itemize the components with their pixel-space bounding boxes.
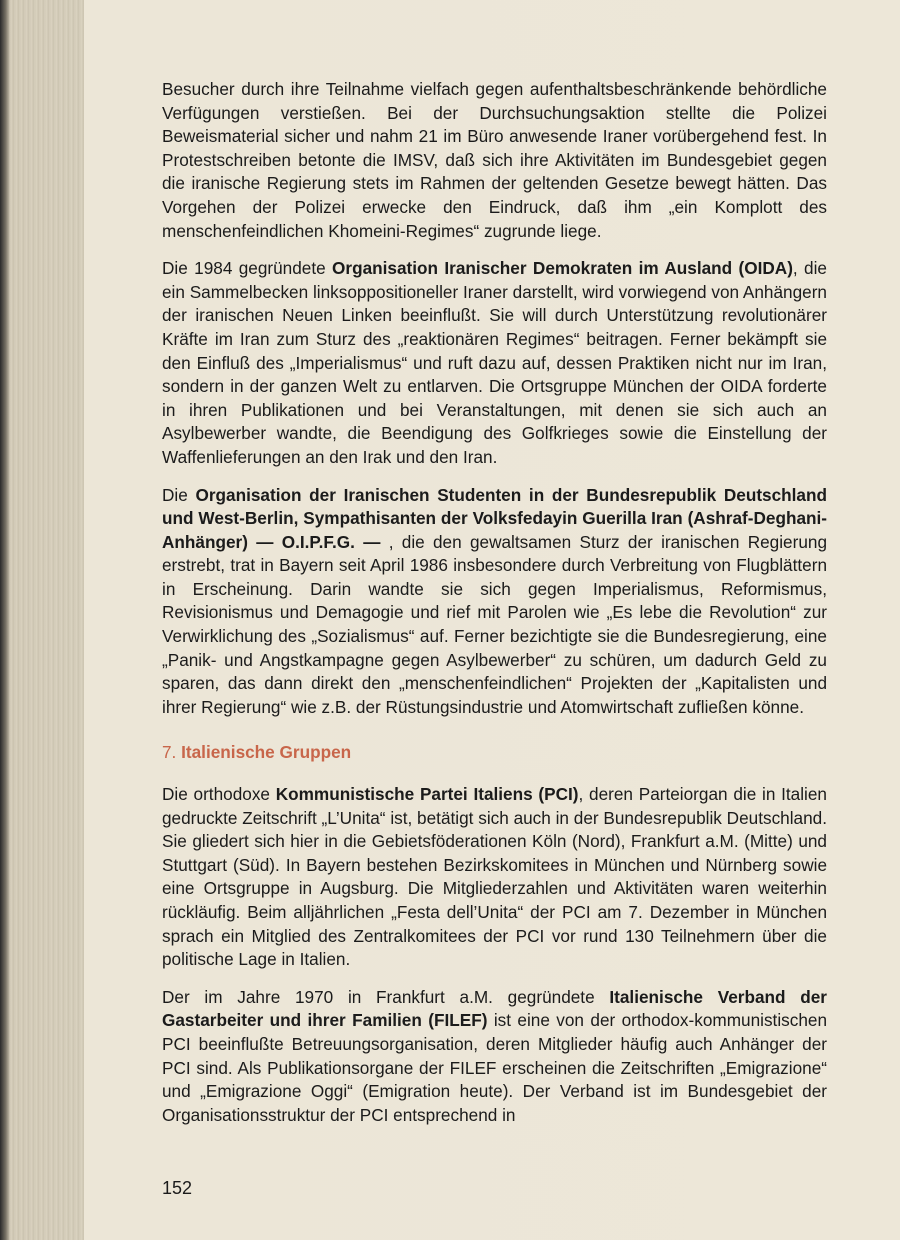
text-run: Die 1984 gegründete bbox=[162, 258, 333, 279]
text-run: ist eine von der orthodox-kommunistischen PCI beeinflußte Betreuungsorganisation, deren Mitglieder häufig auch Anhänger der PCI sind. Als Publikationsorgane der FILEF erscheinen die Zeitschriften „Emigrazione“ und „Emigrazione Oggi“ (Emigration heute). Der Verband ist im Bundesgebiet der Organisationsstruktur der PCI entsprechend in bbox=[162, 1010, 827, 1125]
paragraph-filef bbox=[162, 986, 827, 1128]
bold-term: Organisation Iranischer Demokraten im Ausland (OIDA) bbox=[332, 258, 793, 279]
paragraph-oipfg bbox=[162, 484, 827, 720]
text-run: Der im Jahre 1970 in Frankfurt a.M. gegründete bbox=[162, 986, 610, 1007]
body-text bbox=[162, 78, 827, 1141]
text-run: Die orthodoxe bbox=[162, 784, 276, 805]
text-run: , deren Parteiorgan die in Italien gedruckte Zeitschrift „L’Unita“ ist, betätigt sich auch in der Bundesrepublik Deutschland. Sie gliedert sich hier in die Gebietsföderationen Köln (Nord), Frankfurt a.M. (Mitte) und Stuttgart (Süd). In Bayern bestehen Bezirkskomitees in München und Nürnberg sowie eine Ortsgruppe in Augsburg. Die Mitgliederzahlen und Aktivitäten waren weiterhin rückläufig. Beim alljährlichen „Festa dell’Unita“ der PCI am 7. Dezember in München sprach ein Mitglied des Zentralkomitees der PCI vor rund 130 Teilnehmern über die politische Lage in Italien. bbox=[162, 784, 827, 970]
text-run: Die bbox=[162, 484, 196, 505]
text-run: Besucher durch ihre Teilnahme vielfach gegen aufenthaltsbeschränkende behördliche Verfügungen verstießen. Bei der Durchsuchungsaktion stellte die Polizei Beweismaterial sicher und nahm 21 im Büro anwesende Iraner vorübergehend fest. In Protestschreiben betonte die IMSV, daß sich ihre Aktivitäten im Bundesgebiet gegen die iranische Regierung stets im Rahmen der geltenden Gesetze bewegt hätten. Das Vorgehen der Polizei erwecke den Eindruck, daß ihm „ein Komplott des menschenfeindlichen Khomeini-Regimes“ zugrunde liege. bbox=[162, 79, 827, 241]
text-run: , die ein Sammelbecken linksoppositioneller Iraner darstellt, wird vorwiegend von Anhängern der iranischen Neuen Linken beeinflußt. Sie will durch Unterstützung revolutionärer Kräfte im Iran zum Sturz des „reaktionären Regimes“ beitragen. Ferner bekämpft sie den Einfluß des „Imperialismus“ und ruft dazu auf, dessen Praktiken nicht nur im Iran, sondern in der ganzen Welt zu entlarven. Die Ortsgruppe München der OIDA forderte in ihren Publikationen und bei Veranstaltungen, mit denen sie sich auch an Asylbewerber wandte, die Beendigung des Golfkrieges sowie die Einstellung der Waffenlieferungen an den Irak und den Iran. bbox=[162, 258, 827, 467]
paragraph-imsv bbox=[162, 78, 827, 243]
paragraph-oida bbox=[162, 257, 827, 469]
page-number: 152 bbox=[162, 1178, 193, 1198]
section-heading bbox=[162, 741, 827, 765]
text-run: , die den gewaltsamen Sturz der iranischen Regierung erstrebt, trat in Bayern seit April 1986 insbesondere durch Verbreitung von Flugblättern in Erscheinung. Darin wandte sie sich gegen Imperialismus, Reformismus, Revisionismus und Demagogie und rief mit Parolen wie „Es lebe die Revolution“ zur Verwirklichung des „Sozialismus“ auf. Ferner bezichtigte sie die Bundesregierung, eine „Panik- und Angstkampagne gegen Asylbewerber“ zu schüren, um dadurch Geld zu sparen, das dann direkt den „menschenfeindlichen“ Projekten der „Kapitalisten und ihrer Regierung“ wie z.B. der Rüstungsindustrie und Atomwirtschaft zufließen könne. bbox=[162, 531, 828, 717]
paragraph-pci bbox=[162, 783, 827, 972]
bold-term: Kommunistische Partei Italiens (PCI) bbox=[275, 784, 579, 805]
page-edge-stack bbox=[0, 0, 84, 1240]
section-title: Italienische Gruppen bbox=[181, 742, 352, 763]
section-number: 7. bbox=[162, 742, 177, 763]
bold-term: Organisation der Iranischen Studenten in der Bundesrepublik Deutschland und West-Berlin, Sympathisanten der Volksfedayin Guerilla Iran (Ashraf-Deghani-Anhänger) — O.I.P.F.G. — bbox=[162, 484, 827, 552]
binding-shadow bbox=[0, 0, 10, 1240]
bold-term: Italienische Verband der Gastarbeiter und ihrer Familien (FILEF) bbox=[162, 986, 827, 1031]
